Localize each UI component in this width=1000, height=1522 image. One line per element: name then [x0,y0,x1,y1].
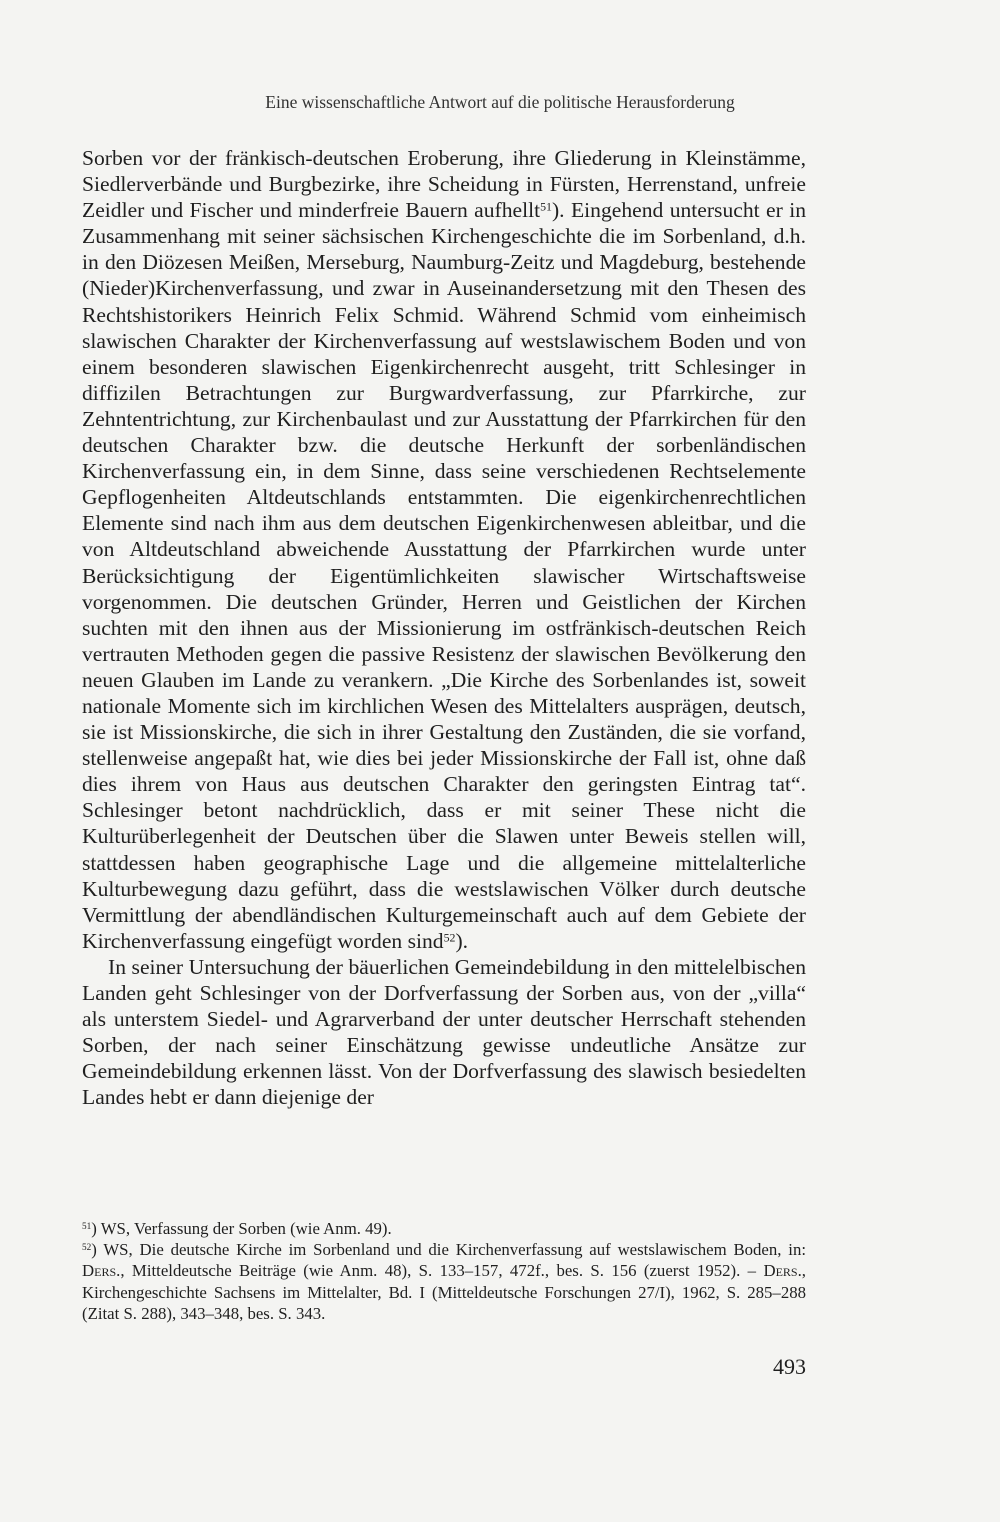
running-head: Eine wissenschaftliche Antwort auf die politische Herausforderung [265,92,735,112]
footnote-52 [82,1239,806,1324]
footnote-52-ders-2: Ders [763,1261,798,1281]
footnote-52-text-c: ., Kirchengeschichte Sachsens im Mittelalter, Bd. I (Mitteldeutsche Forschungen 27/I), 1962, S. 285–288 (Zitat S. 288), 343–348, bes. S. 343. [82,1261,806,1323]
footnote-51-text: ) WS, Verfassung der Sorben (wie Anm. 49). [91,1219,392,1238]
footnote-52-text-a: ) WS, Die deutsche Kirche im Sorbenland und die Kirchenverfassung auf westslawischem Boden, in: [91,1240,806,1260]
footnote-52-ders-1: Ders [82,1261,117,1281]
footnote-marker-51: 51 [82,1220,92,1231]
paragraph-1 [82,145,806,954]
footnote-52-text-b: ., Mitteldeutsche Beiträge (wie Anm. 48), S. 133–157, 472f., bes. S. 156 (zuerst 1952). – [116,1261,764,1281]
footnote-ref-51: 51 [540,199,552,214]
paragraph-1-text-b: ). Eingehend untersucht er in Zusammenhang mit seiner sächsischen Kirchengeschichte die im Sorbenland, d.h. in den Diözesen Meißen, Merseburg, Naumburg-Zeitz und Magdeburg, bestehende (Nieder)Kirchenverfassung, und zwar in Auseinandersetzung mit den Thesen des Rechtshistorikers Heinrich Felix Schmid. Während Schmid vom einheimisch slawischen Charakter der Kirchenverfassung auf westslawischem Boden und von einem besonderen slawischen Eigenkirchenrecht ausgeht, tritt Schlesinger in diffizilen Betrachtungen zur Burgwardverfassung, zur Pfarrkirche, zur Zehntentrichtung, zur Kirchenbaulast und zur Ausstattung der Pfarrkirchen für den deutschen Charakter bzw. die deutsche Herkunft der sorbenländischen Kirchenverfassung ein, in dem Sinne, dass seine verschiedenen Rechtselemente Gepflogenheiten Altdeutschlands entstammten. Die eigenkirchenrechtlichen Elemente sind nach ihm aus dem deutschen Eigenkirchenwesen ableitbar, und die von Altdeutschland abweichende Ausstattung der Pfarrkirchen wurde unter Berücksichtigung der Eigentümlichkeiten slawischer Wirtschaftsweise vorgenommen. Die deutschen Gründer, Herren und Geistlichen der Kirchen suchten mit den ihnen aus der Missionierung im ostfränkisch-deutschen Reich vertrauten Methoden gegen die passive Resistenz der slawischen Bevölkerung den neuen Glauben im Lande zu verankern. „Die Kirche des Sorbenlandes ist, soweit nationale Momente sich im kirchlichen Wesen des Mittelalters ausprägen, deutsch, sie ist Missionskirche, die sich in ihrer Gestaltung den Zuständen, die sie vorfand, stellenweise angepaßt hat, wie dies bei jeder Missionskirche der Fall ist, ohne daß dies ihrem von Haus aus deutschen Charakter den geringsten Eintrag tat“. Schlesinger betont nachdrücklich, dass er mit seiner These nicht die Kulturüberlegenheit der Deutschen über die Slawen unter Beweis stellen will, stattdessen haben geographische Lage und die allgemeine mittelalterliche Kulturbewegung dazu geführt, dass die westslawischen Völker durch deutsche Vermittlung der abendländischen Kulturgemeinschaft auch auf dem Gebiete der Kirchenverfassung eingefügt worden sind [82,198,807,953]
main-text [82,145,806,1110]
footnote-marker-52: 52 [82,1242,92,1253]
page-number: 493 [773,1354,806,1379]
footnote-51 [82,1218,806,1239]
paragraph-1-text-a: Sorben vor der fränkisch-deutschen Eroberung, ihre Gliederung in Kleinstämme, Siedlerverbände und Burgbezirke, ihre Scheidung in Fürsten, Herrenstand, unfreie Zeidler und Fischer und minderfreie Bauern aufhellt [82,146,806,223]
footnote-ref-52: 52 [443,930,456,945]
paragraph-2: In seiner Untersuchung der bäuerlichen Gemeindebildung in den mittelelbischen Landen geht Schlesinger von der Dorfverfassung der Sorben aus, von der „villa“ als unterstem Siedel- und Agrarverband der unter deutscher Herrschaft stehenden Sorben, der nach seiner Einschätzung gewisse undeutliche Ansätze zur Gemeindebildung erkennen lässt. Von der Dorfverfassung des slawisch besiedelten Landes hebt er dann diejenige der [82,954,806,1110]
paragraph-1-text-c: ). [455,928,469,953]
footnotes [82,1218,806,1324]
